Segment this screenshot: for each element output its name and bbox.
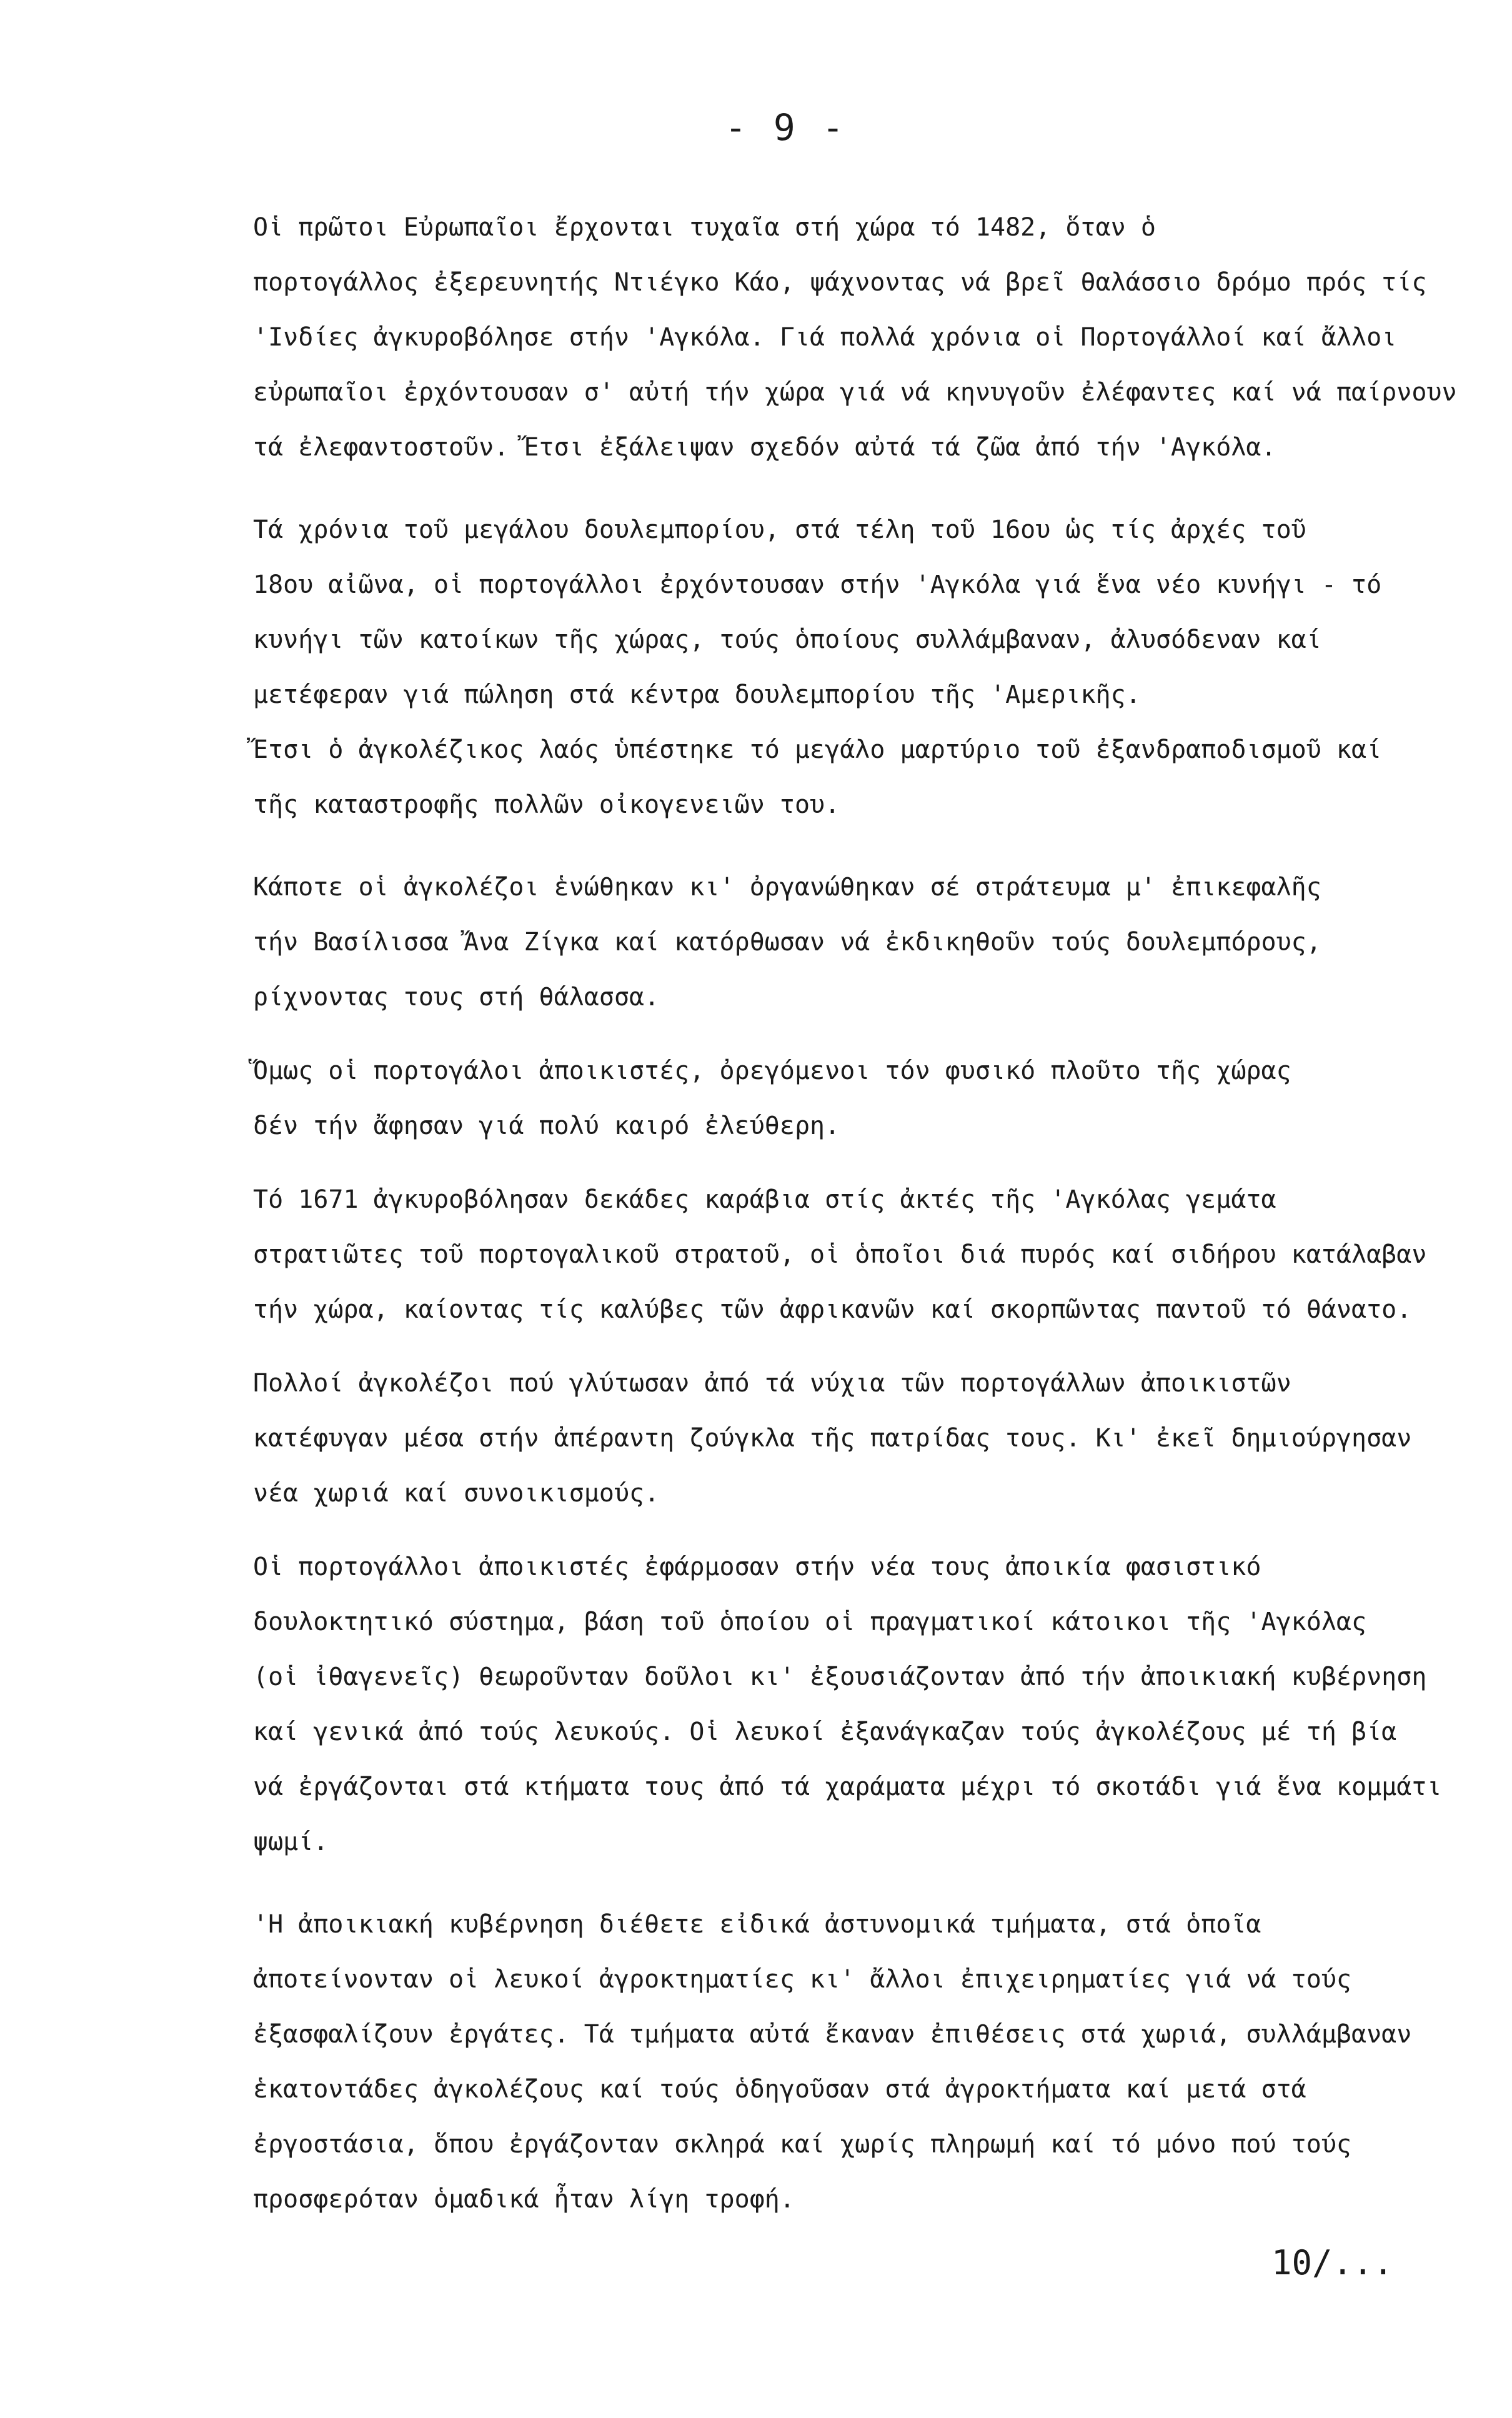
text-line: 18ου αἰῶνα, οἱ πορτογάλλοι ἐρχόντουσαν στήν 'Αγκόλα γιά ἕνα νέο κυνήγι - τό [253, 570, 1382, 599]
text-line: ψωμί. [253, 1828, 329, 1856]
text-line: Ἔτσι ὁ ἀγκολέζικος λαός ὑπέστηκε τό μεγάλο μαρτύριο τοῦ ἐξανδραποδισμοῦ καί [253, 735, 1382, 764]
text-line: προσφερόταν ὁμαδικά ἦταν λίγη τροφή. [253, 2185, 795, 2214]
text-line: Τά χρόνια τοῦ μεγάλου δουλεμπορίου, στά τέλη τοῦ 16ου ὡς τίς ἀρχές τοῦ [253, 515, 1306, 544]
text-line: 'Ινδίες ἀγκυροβόλησε στήν 'Αγκόλα. Γιά πολλά χρόνια οἱ Πορτογάλλοί καί ἄλλοι [253, 323, 1397, 352]
text-line: ἑκατοντάδες ἀγκολέζους καί τούς ὁδηγοῦσαν στά ἀγροκτήματα καί μετά στά [253, 2075, 1306, 2104]
text-line: μετέφεραν γιά πώληση στά κέντρα δουλεμπορίου τῆς 'Αμερικῆς. [253, 680, 1141, 709]
text-line: Οἱ πορτογάλλοι ἀποικιστές ἐφάρμοσαν στήν νέα τους ἀποικία φασιστικό [253, 1553, 1261, 1581]
text-line: δέν τήν ἄφησαν γιά πολύ καιρό ἐλεύθερη. [253, 1112, 840, 1140]
text-line: Κάποτε οἱ ἀγκολέζοι ἑνώθηκαν κι' ὀργανώθηκαν σέ στράτευμα μ' ἐπικεφαλῆς [253, 873, 1321, 902]
text-line: εὐρωπαῖοι ἐρχόντουσαν σ' αὐτή τήν χώρα γιά νά κηνυγοῦν ἐλέφαντες καί νά παίρνουν [253, 378, 1457, 407]
text-line: κατέφυγαν μέσα στήν ἀπέραντη ζούγκλα τῆς πατρίδας τους. Κι' ἐκεῖ δημιούργησαν [253, 1424, 1412, 1453]
text-line: καί γενικά ἀπό τούς λευκούς. Οἱ λευκοί ἐξανάγκαζαν τούς ἀγκολέζους μέ τή βία [253, 1718, 1397, 1746]
text-line: δουλοκτητικό σύστημα, βάση τοῦ ὁποίου οἱ πραγματικοί κάτοικοι τῆς 'Αγκόλας [253, 1608, 1367, 1636]
text-line: Ὅμως οἱ πορτογάλοι ἀποικιστές, ὀρεγόμενοι τόν φυσικό πλοῦτο τῆς χώρας [253, 1057, 1291, 1085]
text-line: Τό 1671 ἀγκυροβόλησαν δεκάδες καράβια στίς ἀκτές τῆς 'Αγκόλας γεμάτα [253, 1185, 1276, 1214]
text-line: στρατιῶτες τοῦ πορτογαλικοῦ στρατοῦ, οἱ ὁποῖοι διά πυρός καί σιδήρου κατάλαβαν [253, 1240, 1427, 1269]
text-line: πορτογάλλος ἐξερευνητής Ντιέγκο Κάο, ψάχνοντας νά βρεῖ θαλάσσιο δρόμο πρός τίς [253, 268, 1427, 297]
text-line: τῆς καταστροφῆς πολλῶν οἰκογενειῶν του. [253, 790, 840, 819]
text-line: ἐργοστάσια, ὅπου ἐργάζονταν σκληρά καί χωρίς πληρωμή καί τό μόνο πού τούς [253, 2130, 1351, 2159]
text-line: κυνήγι τῶν κατοίκων τῆς χώρας, τούς ὁποίους συλλάμβαναν, ἀλυσόδεναν καί [253, 625, 1321, 654]
text-line: ἐξασφαλίζουν ἐργάτες. Τά τμήματα αὐτά ἔκαναν ἐπιθέσεις στά χωριά, συλλάμβαναν [253, 2020, 1412, 2049]
text-line: νέα χωριά καί συνοικισμούς. [253, 1479, 660, 1508]
page-number: - 9 - [725, 106, 847, 149]
text-line: 'Η ἀποικιακή κυβέρνηση διέθετε εἰδικά ἀστυνομικά τμήματα, στά ὁποῖα [253, 1910, 1261, 1939]
text-line: τά ἐλεφαντοστοῦν. Ἔτσι ἐξάλειψαν σχεδόν αὐτά τά ζῶα ἀπό τήν 'Αγκόλα. [253, 433, 1276, 462]
text-line: Οἱ πρῶτοι Εὐρωπαῖοι ἔρχονται τυχαῖα στή χώρα τό 1482, ὅταν ὁ [253, 213, 1156, 242]
text-line: (οἱ ἰθαγενεῖς) θεωροῦνταν δοῦλοι κι' ἐξουσιάζονταν ἀπό τήν ἀποικιακή κυβέρνηση [253, 1663, 1427, 1691]
text-line: ἀποτείνονταν οἱ λευκοί ἀγροκτηματίες κι' ἄλλοι ἐπιχειρηματίες γιά νά τούς [253, 1965, 1351, 1994]
text-line: Πολλοί ἀγκολέζοι πού γλύτωσαν ἀπό τά νύχια τῶν πορτογάλλων ἀποικιστῶν [253, 1369, 1291, 1398]
text-line: τήν χώρα, καίοντας τίς καλύβες τῶν ἀφρικανῶν καί σκορπῶντας παντοῦ τό θάνατο. [253, 1295, 1412, 1324]
text-line: ρίχνοντας τους στή θάλασσα. [253, 983, 660, 1012]
continuation-page-ref: 10/... [1271, 2243, 1394, 2282]
text-line: νά ἐργάζονται στά κτήματα τους ἀπό τά χαράματα μέχρι τό σκοτάδι γιά ἕνα κομμάτι [253, 1773, 1442, 1801]
text-line: τήν Βασίλισσα Ἄνα Ζίγκα καί κατόρθωσαν νά ἐκδικηθοῦν τούς δουλεμπόρους, [253, 928, 1321, 957]
